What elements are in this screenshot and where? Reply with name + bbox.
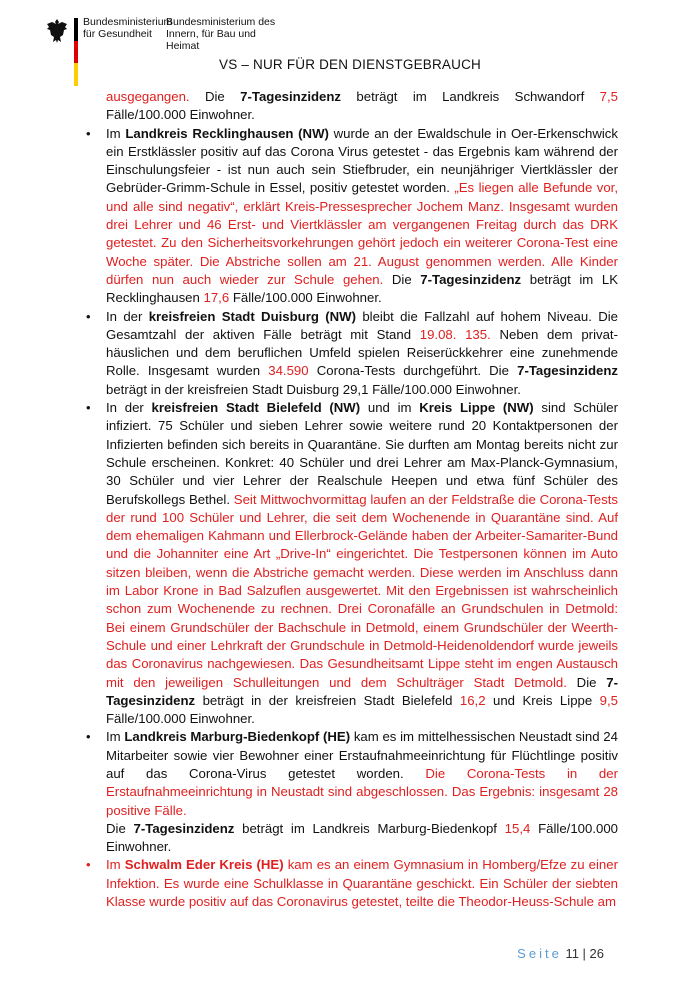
text-segment: 7-Tagesinzidenz bbox=[133, 820, 235, 836]
german-flag-stripe bbox=[74, 18, 78, 86]
list-item-schwalm-eder bbox=[106, 856, 618, 911]
text-segment: 34.590 bbox=[268, 363, 309, 379]
text-segment: Neben dem privat-häuslichen und dem beruflichen Umfeld spielen Reiserückkehrer eine zunehmende Rolle. Insgesamt wurden bbox=[106, 326, 618, 379]
text-segment: In der bbox=[106, 400, 152, 416]
text-segment: sind Schüler infiziert. 75 Schüler und sieben Lehrer sowie weitere rund 20 Kontaktpersonen der Infizierten befinden sich bereits in Quarantäne. Sie durften am Montag bereits nicht zur Schule erscheinen. Konkret: 40 Schüler und drei Lehrer am Max-Planck-Gymnasium, 30 Schüler und vier Lehrer der Realschule Heepen und etwa fünf Schüler des Berufskollegs Bethel. bbox=[106, 400, 619, 507]
text-segment: beträgt in der kreisfreien Stadt Bielefeld bbox=[195, 692, 460, 708]
text-segment: wurde an der Ewaldschule in Oer-Erkenschwick ein Erstklässler positiv auf das Corona Virus getestet - das Ergebnis kam während der Einschulungsfeier - ist nun auch sein Stiefbruder, ein neunjähriger Viertklässler der Gebrüder-Grimm-Schule in Essel, positiv getestet worden. bbox=[106, 125, 618, 196]
ministry-health-name: Bundesministerium für Gesundheit bbox=[83, 16, 173, 40]
text-segment: Fälle/100.000 Einwohner. bbox=[229, 290, 382, 306]
text-segment: Fälle/100.000 Einwohner. bbox=[106, 711, 255, 727]
text-segment: Die bbox=[383, 271, 421, 287]
ministry-interior-name: Bundesministerium des Innern, für Bau und Heimat bbox=[166, 16, 276, 52]
text-segment: und Kreis Lippe bbox=[485, 692, 600, 708]
list-item-bielefeld-lippe bbox=[106, 399, 618, 728]
text-segment: 9,5 bbox=[599, 692, 618, 708]
text-segment: und im bbox=[360, 400, 420, 416]
federal-eagle-icon bbox=[46, 18, 68, 44]
text-segment: 7,5 bbox=[599, 89, 618, 104]
text-segment: 7-Tagesinzidenz bbox=[106, 674, 618, 708]
document-body bbox=[106, 88, 618, 911]
text-segment: Schwalm Eder Kreis (HE) bbox=[124, 857, 284, 873]
text-segment: beträgt im Landkreis Schwandorf bbox=[341, 89, 600, 104]
text-segment: 7-Tagesinzidenz bbox=[240, 89, 342, 104]
text-segment: Corona-Tests durchgeführt. Die bbox=[308, 363, 518, 379]
text-segment: Landkreis Recklinghausen (NW) bbox=[125, 125, 329, 141]
text-segment: kreisfreien Stadt Duisburg (NW) bbox=[148, 308, 356, 324]
text-segment: beträgt in der kreisfreien Stadt Duisburg 29,1 Fälle/100.000 Einwohner. bbox=[106, 381, 521, 397]
text-segment: Landkreis Marburg-Biedenkopf (HE) bbox=[124, 729, 351, 745]
text-segment: beträgt im Landkreis Marburg-Biedenkopf bbox=[234, 820, 505, 836]
text-segment: 17,6 bbox=[203, 290, 230, 306]
text-segment: 16,2 bbox=[459, 692, 486, 708]
text-segment: 7-Tagesinzidenz bbox=[420, 271, 522, 287]
text-segment: Seit Mittwochvormittag laufen an der Feldstraße die Corona-Tests der rund 100 Schüler und Lehrer, die seit dem Wochenende in Quarantäne sind. Auf dem ehemaligen Kahmann und Ellerbrock-Gelände haben der Arbeiter-Samariter-Bund und die Johanniter eine Art „Drive-In“ eingerichtet. Die Testpersonen können im Auto sitzen bleiben, wenn die Abstriche gemacht werden. Diese werden im Anschluss dann im Labor Krone in Bad Salzuflen ausgewertet. Mit den Ergebnissen ist wahrscheinlich schon zum Wochenende zu rechnen. Drei Coronafälle an Grundschulen in Detmold: Bei einem Grundschüler der Bachschule in Detmold, einem Grundschüler der Weerth-Schule und einer Lehrkraft der Grundschule in Detmold-Heidenoldendorf wurde jeweils das Coronavirus nachgewiesen. Das Gesundheitsamt Lippe steht im engen Austausch mit den jeweiligen Schulleitungen und dem Schulträger Stadt Detmold. bbox=[106, 491, 618, 690]
text-segment: Im bbox=[106, 729, 125, 745]
page-footer bbox=[517, 946, 604, 961]
text-segment: „Es liegen alle Befunde vor, und alle sind negativ“, erklärt Kreis-Pressesprecher Jochem Manz. Insgesamt wurden drei Lehrer und 46 Erst- und Viertklässler am vergangenen Freitag durch das DRK getestet. Zu den Sicherheitsvorkehrungen gehört jedoch ein weiterer Corona-Test eine Woche später. Die Abstriche sollen am 21. August genommen werden. Alle Kinder dürfen nun auch wieder zur Schule gehen. bbox=[106, 180, 618, 287]
ministry-logo bbox=[30, 14, 290, 84]
flag-black bbox=[74, 18, 78, 41]
text-segment: Die bbox=[566, 674, 607, 690]
text-segment: kam es an einem Gymnasium in Homberg/Efze zu einer Infektion. Es wurde eine Schulklasse in Quarantäne geschickt. Ein Schüler der siebten Klasse wurde positiv auf das Coronavirus getestet, teilte die Theodor-Heuss-Schule am bbox=[106, 857, 618, 910]
page-label: Seite bbox=[517, 946, 562, 961]
text-segment: 15,4 bbox=[504, 820, 531, 836]
text-segment: Fälle/100.000 Einwohner. bbox=[106, 107, 255, 123]
text-segment: Fälle/100.000 Einwohner. bbox=[106, 820, 618, 855]
page-number: 11 | 26 bbox=[565, 946, 604, 961]
text-segment: Kreis Lippe (NW) bbox=[419, 400, 534, 416]
text-segment: Die bbox=[189, 89, 241, 104]
text-segment: ausgegangen. bbox=[106, 89, 190, 104]
text-segment: kreisfreien Stadt Bielefeld (NW) bbox=[151, 400, 361, 416]
text-segment: Im bbox=[106, 857, 125, 873]
bullet-list bbox=[106, 125, 618, 912]
text-segment: 7-Tagesinzidenz bbox=[517, 363, 618, 379]
list-item-recklinghausen bbox=[106, 125, 618, 308]
classification-header: VS – NUR FÜR DEN DIENSTGEBRAUCH bbox=[219, 57, 481, 72]
list-item-marburg-biedenkopf bbox=[106, 728, 618, 856]
list-item-duisburg bbox=[106, 308, 618, 399]
text-segment: In der bbox=[106, 308, 149, 324]
text-segment: Im bbox=[106, 125, 126, 141]
text-segment: 19.08. 135. bbox=[419, 326, 491, 342]
text-segment: beträgt im LK Recklinghausen bbox=[106, 271, 618, 306]
text-segment: bleibt die Fallzahl auf hohem Niveau. Die Gesamtzahl der aktiven Fälle beträgt mit Stand bbox=[106, 308, 618, 342]
text-segment: Die bbox=[106, 820, 134, 836]
text-segment: Die Corona-Tests in der Erstaufnahmeeinrichtung in Neustadt sind abgeschlossen. Das Ergebnis: insgesamt 28 positive Fälle. bbox=[106, 765, 618, 818]
text-segment: kam es im mittelhessischen Neustadt sind 24 Mitarbeiter sowie vier Bewohner einer Erstaufnahmeeinrichtung für Flüchtlinge positiv auf das Corona-Virus getestet worden. bbox=[106, 729, 618, 781]
intro-paragraph bbox=[106, 88, 618, 125]
